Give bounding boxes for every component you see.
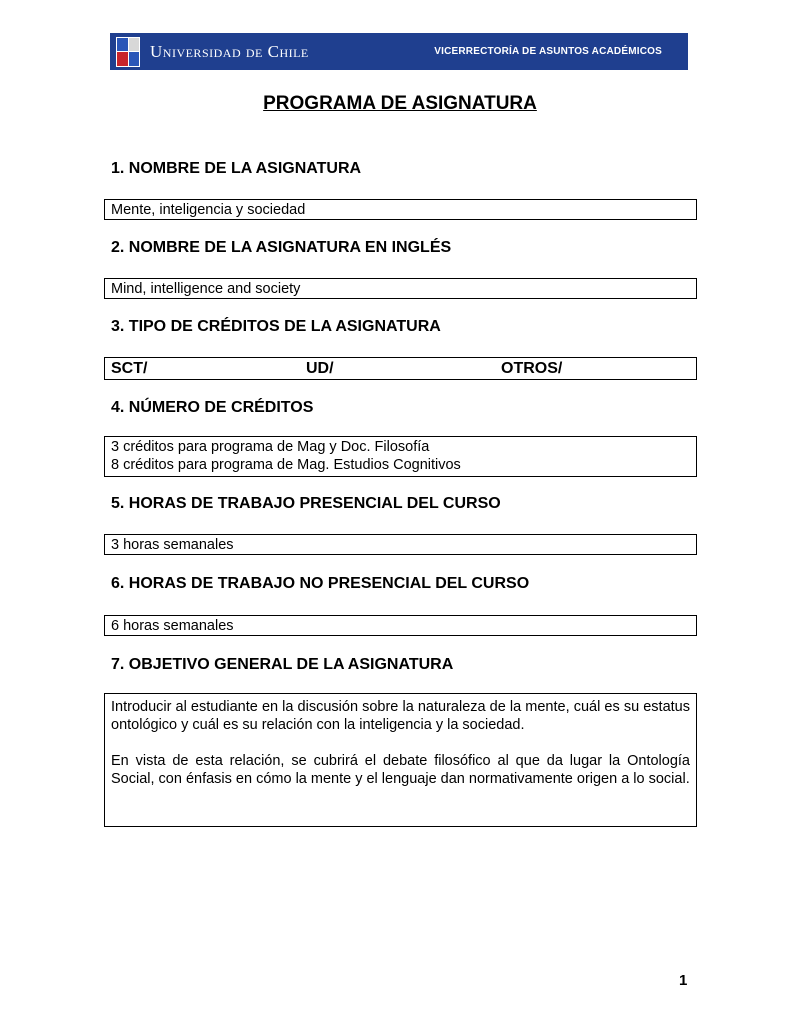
credit-type-ud: UD/ — [306, 360, 334, 377]
section-6-box — [104, 615, 697, 636]
section-1-box — [104, 199, 697, 220]
section-2-box — [104, 278, 697, 299]
page-number: 1 — [679, 972, 688, 989]
course-name: Mente, inteligencia y sociedad — [111, 202, 306, 218]
section-7-box — [104, 693, 697, 827]
section-6-heading: 6. HORAS DE TRABAJO NO PRESENCIAL DEL CURSO — [111, 575, 530, 592]
vice-rectorate-label: VICERRECTORÍA DE ASUNTOS ACADÉMICOS — [434, 46, 662, 57]
section-3-heading: 3. TIPO DE CRÉDITOS DE LA ASIGNATURA — [111, 318, 441, 335]
university-logo — [110, 33, 309, 70]
non-presential-hours: 6 horas semanales — [111, 618, 234, 634]
section-5-heading: 5. HORAS DE TRABAJO PRESENCIAL DEL CURSO — [111, 495, 501, 512]
section-4-box — [104, 436, 697, 477]
credits-line-1: 3 créditos para programa de Mag y Doc. Filosofía — [111, 439, 430, 455]
section-4-heading: 4. NÚMERO DE CRÉDITOS — [111, 399, 314, 416]
credit-type-sct: SCT/ — [111, 360, 148, 377]
document-title: PROGRAMA DE ASIGNATURA — [263, 93, 537, 114]
objective-paragraph-1: Introducir al estudiante en la discusión sobre la naturaleza de la mente, cuál es su estatus ontológico y cuál es su relación con la inteligencia y la sociedad. — [111, 699, 690, 733]
objective-paragraph-2: En vista de esta relación, se cubrirá el debate filosófico al que da lugar la Ontología Social, con énfasis en cómo la mente y el lenguaje dan normativamente origen a lo social. — [111, 753, 690, 787]
presential-hours: 3 horas semanales — [111, 537, 234, 553]
section-2-heading: 2. NOMBRE DE LA ASIGNATURA EN INGLÉS — [111, 239, 452, 256]
university-name: Universidad de Chile — [150, 41, 309, 61]
credit-type-otros: OTROS/ — [501, 360, 563, 377]
section-3-box — [104, 357, 697, 380]
section-1-heading: 1. NOMBRE DE LA ASIGNATURA — [111, 160, 362, 177]
university-seal-icon — [116, 37, 140, 67]
credit-types-row — [111, 360, 690, 378]
section-5-box — [104, 534, 697, 555]
credits-line-2: 8 créditos para programa de Mag. Estudios Cognitivos — [111, 457, 461, 473]
section-7-heading: 7. OBJETIVO GENERAL DE LA ASIGNATURA — [111, 656, 454, 673]
header-banner — [110, 33, 688, 70]
course-name-english: Mind, intelligence and society — [111, 281, 301, 297]
